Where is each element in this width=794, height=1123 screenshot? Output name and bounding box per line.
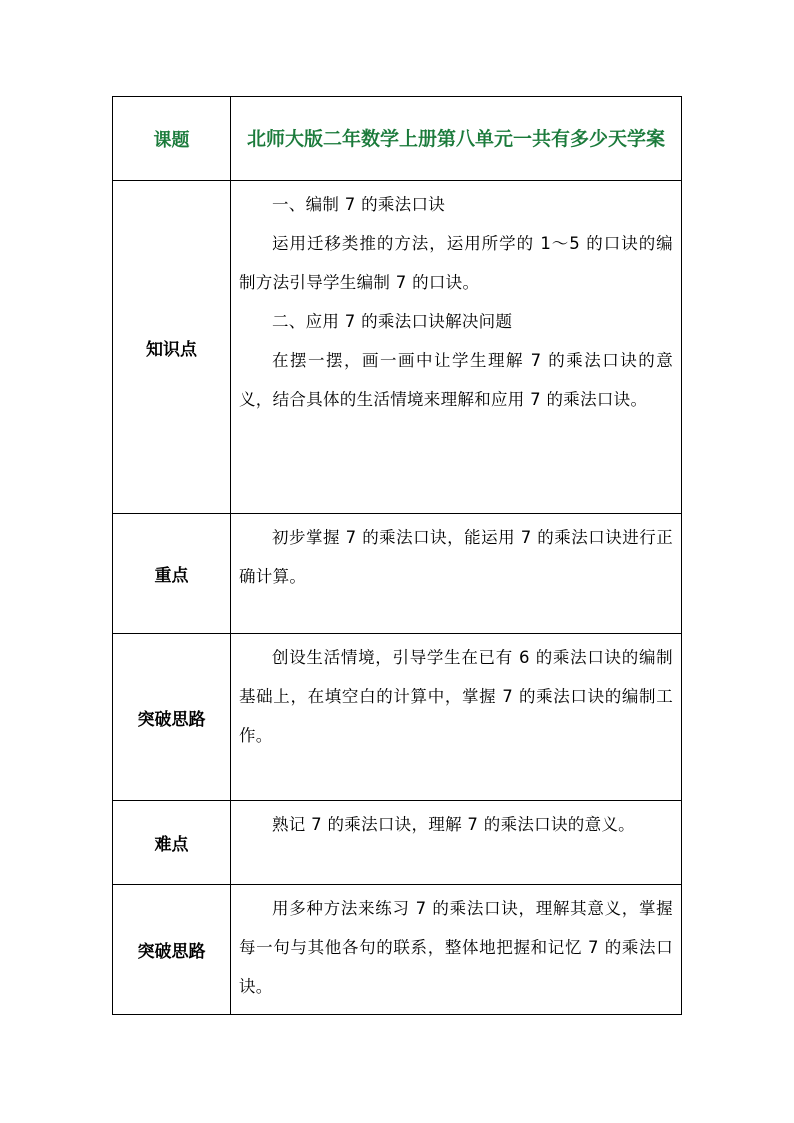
paragraph: 初步掌握 7 的乘法口诀，能运用 7 的乘法口诀进行正确计算。 xyxy=(239,528,673,586)
knowledge-points-row xyxy=(113,181,682,514)
lesson-plan-table xyxy=(112,96,682,1015)
paragraph: 用多种方法来练习 7 的乘法口诀，理解其意义，掌握每一句与其他各句的联系，整体地把握和记忆 7 的乘法口诀。 xyxy=(239,899,673,996)
key-points-content xyxy=(231,514,682,634)
breakthrough-approach-row-1 xyxy=(113,634,682,801)
title-row xyxy=(113,97,682,181)
breakthrough-approach-label-2: 突破思路 xyxy=(113,885,231,1015)
lesson-title: 北师大版二年数学上册第八单元一共有多少天学案 xyxy=(231,97,682,181)
paragraph: 熟记 7 的乘法口诀，理解 7 的乘法口诀的意义。 xyxy=(272,815,635,834)
breakthrough-approach-content-1 xyxy=(231,634,682,801)
title-label: 课题 xyxy=(113,97,231,181)
paragraph: 一、编制 7 的乘法口诀 xyxy=(272,195,446,214)
knowledge-points-content xyxy=(231,181,682,514)
breakthrough-approach-label-1: 突破思路 xyxy=(113,634,231,801)
paragraph: 运用迁移类推的方法，运用所学的 1～5 的口诀的编制方法引导学生编制 7 的口诀。 xyxy=(239,234,673,292)
paragraph: 在摆一摆，画一画中让学生理解 7 的乘法口诀的意义，结合具体的生活情境来理解和应用 7 的乘法口诀。 xyxy=(239,351,673,409)
key-points-label: 重点 xyxy=(113,514,231,634)
difficult-points-content xyxy=(231,801,682,885)
difficult-points-label: 难点 xyxy=(113,801,231,885)
knowledge-points-label: 知识点 xyxy=(113,181,231,514)
key-points-row xyxy=(113,514,682,634)
breakthrough-approach-row-2 xyxy=(113,885,682,1015)
paragraph: 创设生活情境，引导学生在已有 6 的乘法口诀的编制基础上，在填空白的计算中，掌握 7 的乘法口诀的编制工作。 xyxy=(239,648,673,745)
paragraph: 二、应用 7 的乘法口诀解决问题 xyxy=(272,312,513,331)
breakthrough-approach-content-2 xyxy=(231,885,682,1015)
difficult-points-row xyxy=(113,801,682,885)
